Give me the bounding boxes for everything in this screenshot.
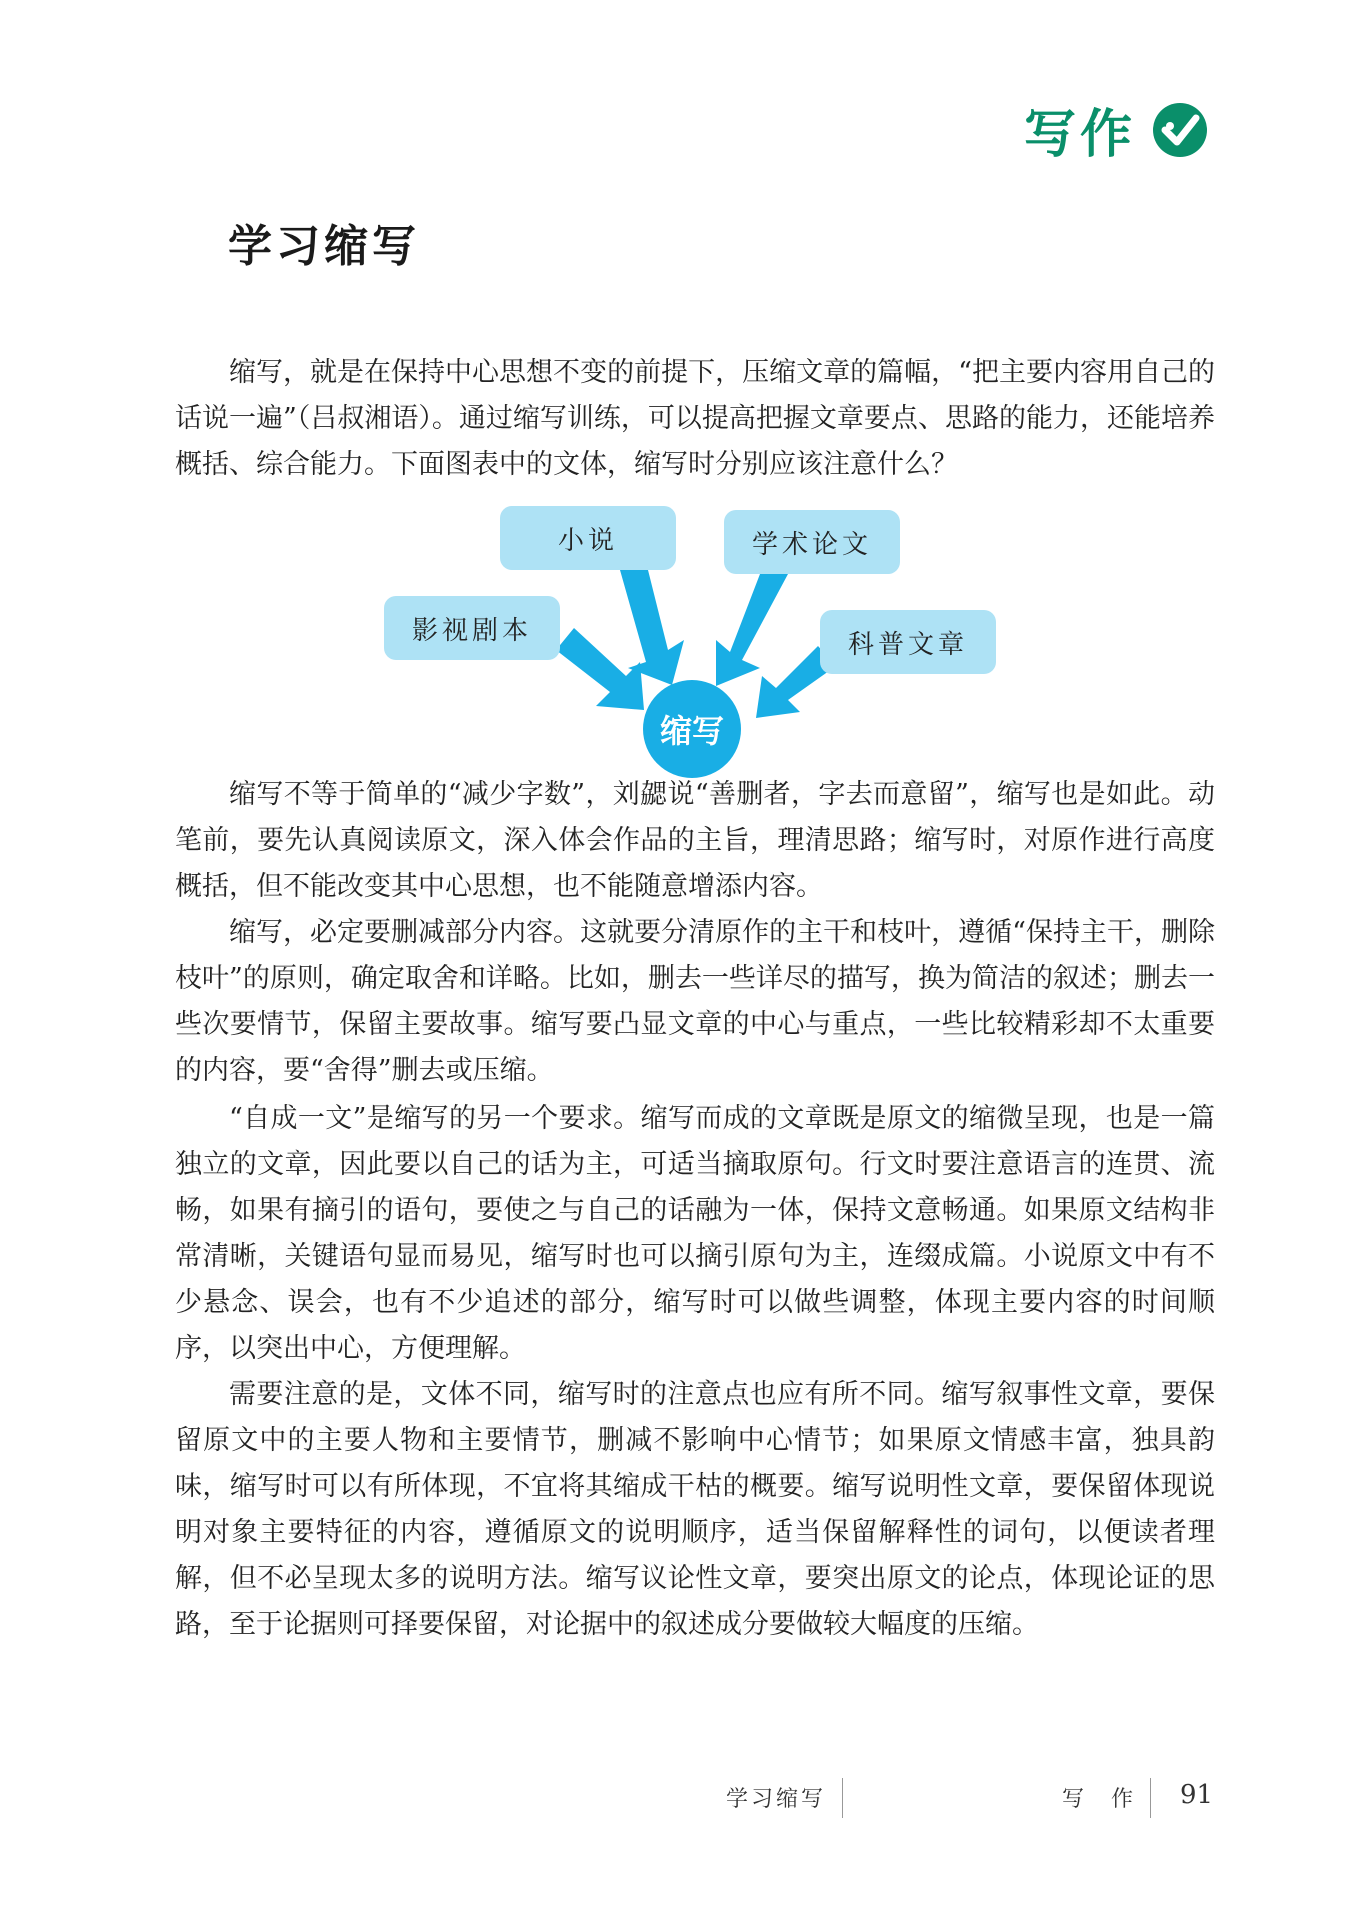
page-number: 91: [1180, 1780, 1214, 1810]
paragraph-5: 需要注意的是，文体不同，缩写时的注意点也应有所不同。缩写叙事性文章，要保留原文中的主要人物和主要情节，删减不影响中心情节；如果原文情感丰富，独具韵味，缩写时可以有所体现，不宜将其缩成干枯的概要。缩写说明性文章，要保留体现说明对象主要特征的内容，遵循原文的说明顺序，适当保留解释性的词句，以便读者理解，但不必呈现太多的说明方法。缩写议论性文章，要突出原文的论点，体现论证的思路，至于论据则可择要保留，对论据中的叙述成分要做较大幅度的压缩。: [175, 1379, 1215, 1640]
node-novel: 小说: [500, 506, 676, 570]
footer-divider: [842, 1778, 843, 1818]
footer-chapter: 写 作: [1062, 1787, 1143, 1812]
genre-diagram: [0, 500, 1350, 770]
paragraph-3: 缩写，必定要删减部分内容。这就要分清原作的主干和枝叶，遵循“保持主干，删除枝叶”的原则，确定取舍和详略。比如，删去一些详尽的描写，换为简洁的叙述；删去一些次要情节，保留主要故事。缩写要凸显文章的中心与重点，一些比较精彩却不太重要的内容，要“舍得”删去或压缩。: [175, 917, 1215, 1086]
node-academic-paper: 学术论文: [724, 510, 900, 574]
footer-section: 学习缩写: [726, 1787, 827, 1812]
paragraph-4: “自成一文”是缩写的另一个要求。缩写而成的文章既是原文的缩微呈现，也是一篇独立的文章，因此要以自己的话为主，可适当摘取原句。行文时要注意语言的连贯、流畅，如果有摘引的语句，要使之与自己的话融为一体，保持文意畅通。如果原文结构非常清晰，关键语句显而易见，缩写时也可以摘引原句为主，连缀成篇。小说原文中有不少悬念、误会，也有不少追述的部分，缩写时可以做些调整，体现主要内容的时间顺序，以突出中心，方便理解。: [175, 1103, 1215, 1364]
node-popular-science: 科普文章: [820, 610, 996, 674]
page-title: 学习缩写: [228, 221, 420, 272]
checkmark-pen-icon: [1150, 100, 1210, 160]
section-title: 写作: [1023, 105, 1136, 165]
footer-divider: [1150, 1778, 1151, 1818]
page-footer: [0, 1782, 1350, 1822]
section-badge: [1024, 92, 1210, 167]
arrow-academic: [716, 574, 788, 686]
paragraph-intro: 缩写，就是在保持中心思想不变的前提下，压缩文章的篇幅，“把主要内容用自己的话说一遍”（吕叔湘语）。通过缩写训练，可以提高把握文章要点、思路的能力，还能培养概括、综合能力。下面图表中的文体，缩写时分别应该注意什么？: [175, 357, 1215, 480]
arrow-novel: [620, 570, 684, 685]
paragraph-2: 缩写不等于简单的“减少字数”，刘勰说“善删者，字去而意留”，缩写也是如此。动笔前，要先认真阅读原文，深入体会作品的主旨，理清思路；缩写时，对原作进行高度概括，但不能改变其中心思想，也不能随意增添内容。: [175, 779, 1215, 902]
node-center-condense: 缩写: [643, 680, 741, 778]
node-film-script: 影视剧本: [384, 596, 560, 660]
